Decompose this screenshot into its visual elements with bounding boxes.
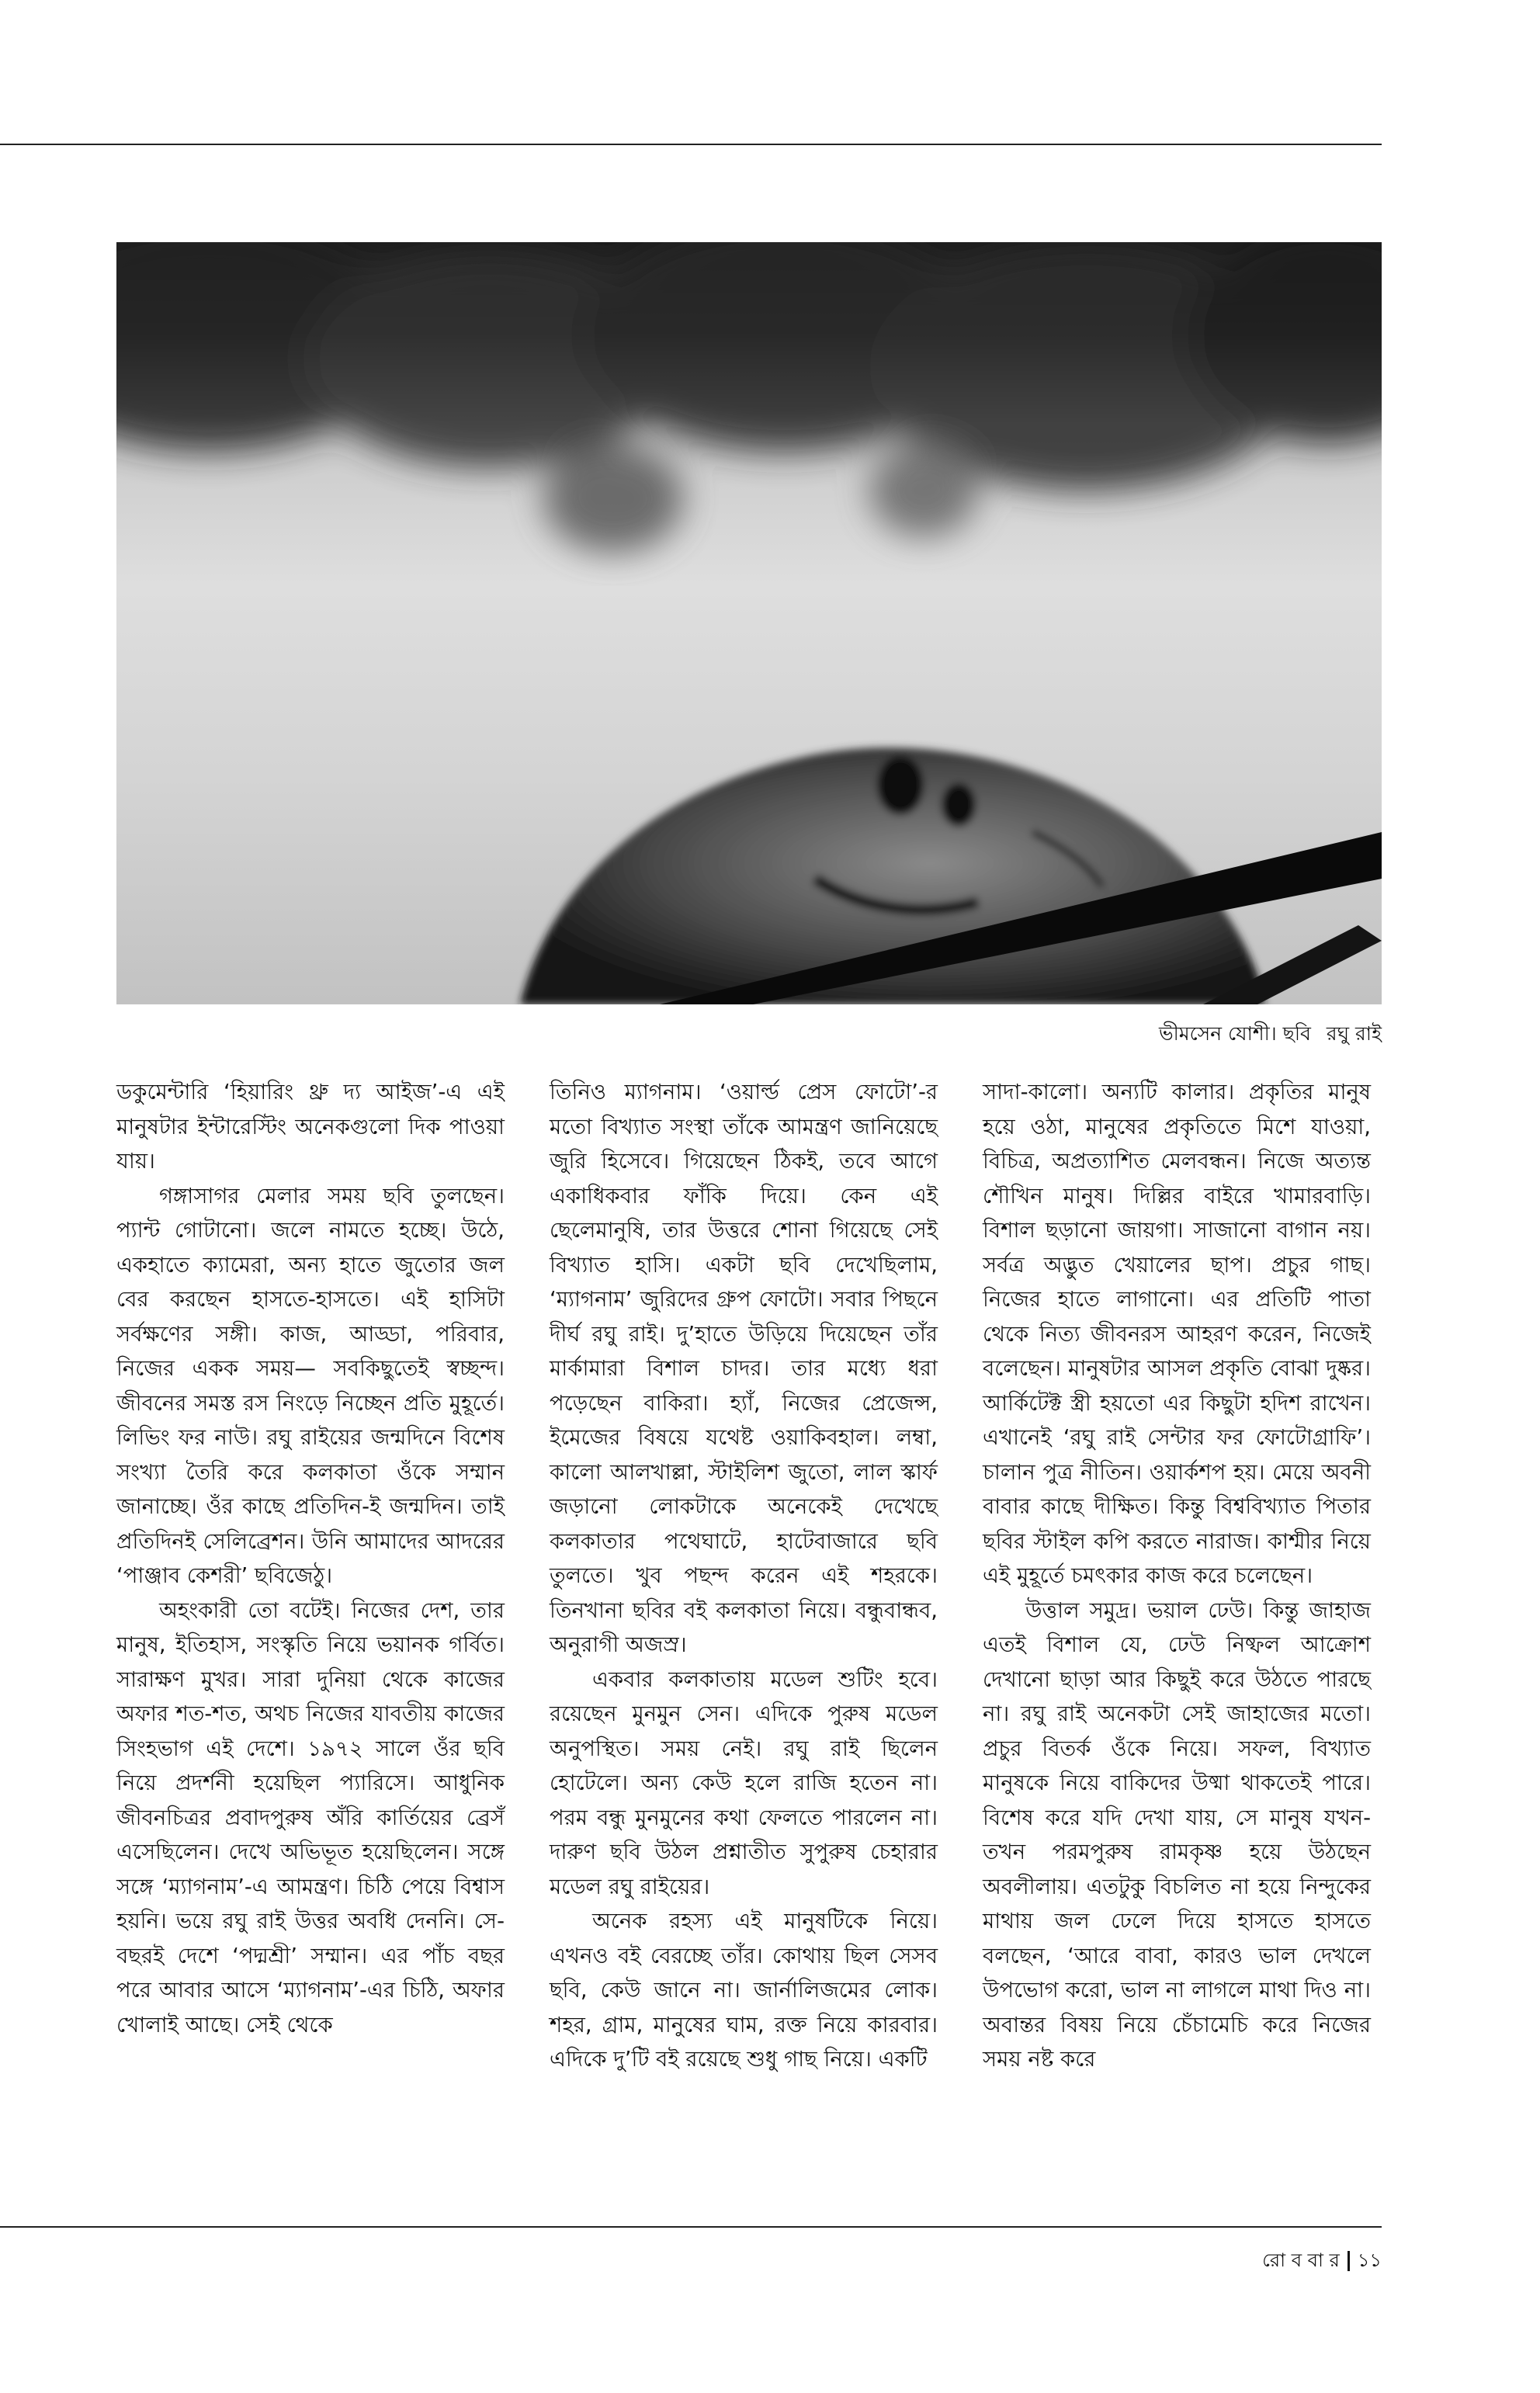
caption-subject: ভীমসেন যোশী।: [1158, 1022, 1277, 1045]
bottom-rule: [0, 2226, 1382, 2228]
paragraph: অহংকারী তো বটেই। নিজের দেশ, তার মানুষ, ইতিহাস, সংস্কৃতি নিয়ে ভয়ানক গর্বিত। সারাক্ষণ মুখর। সারা দুনিয়া থেকে কাজের অফার শত-শত, অথচ নিজের যাবতীয় কাজের সিংহভাগ এই দেশে। ১৯৭২ সালে ওঁর ছবি নিয়ে প্রদর্শনী হয়েছিল প্যারিসে। আধুনিক জীবনচিত্রর প্রবাদপুরুষ অঁরি কার্তিয়ের ব্রেসঁ এসেছিলেন। দেখে অভিভূত হয়েছিলেন। সঙ্গে সঙ্গে ‘ম্যাগনাম’-এ আমন্ত্রণ। চিঠি পেয়ে বিশ্বাস হয়নি। ভয়ে রঘু রাই উত্তর অবধি দেননি। সে-বছরই দেশে ‘পদ্মশ্রী’ সম্মান। এর পাঁচ বছর পরে আবার আসে ‘ম্যাগনাম’-এর চিঠি, অফার খোলাই আছে। সেই থেকে: [116, 1597, 505, 2038]
article-column-3: [983, 1075, 1371, 2077]
bhimsen-joshi-photo: [116, 242, 1382, 1004]
paragraph: উত্তাল সমুদ্র। ভয়াল ঢেউ। কিন্তু জাহাজ এতই বিশাল যে, ঢেউ নিষ্ফল আক্রোশ দেখানো ছাড়া আর কিছুই করে উঠতে পারছে না। রঘু রাই অনেকটা সেই জাহাজের মতো। প্রচুর বিতর্ক ওঁকে নিয়ে। সফল, বিখ্যাত মানুষকে নিয়ে বাকিদের উষ্মা থাকতেই পারে। বিশেষ করে যদি দেখা যায়, সে মানুষ যখন-তখন পরমপুরুষ রামকৃষ্ণ হয়ে উঠছেন অবলীলায়। এতটুকু বিচলিত না হয়ে নিন্দুকের মাথায় জল ঢেলে দিয়ে হাসতে হাসতে বলছেন, ‘আরে বাবা, কারও ভাল দেখলে উপভোগ করো, ভাল না লাগলে মাথা দিও না। অবান্তর বিষয় নিয়ে চেঁচামেচি করে নিজের সময় নষ্ট করে: [983, 1597, 1371, 2072]
caption-credit-name: রঘু রাই: [1326, 1022, 1382, 1045]
paragraph: সাদা-কালো। অন্যটি কালার। প্রকৃতির মানুষ হয়ে ওঠা, মানুষের প্রকৃতিতে মিশে যাওয়া, বিচিত্র, অপ্রত্যাশিত মেলবন্ধন। নিজে অত্যন্ত শৌখিন মানুষ। দিল্লির বাইরে খামারবাড়ি। বিশাল ছড়ানো জায়গা। সাজানো বাগান নয়। সর্বত্র অদ্ভুত খেয়ালের ছাপ। প্রচুর গাছ। নিজের হাতে লাগানো। এর প্রতিটি পাতা থেকে নিত্য জীবনরস আহরণ করেন, নিজেই বলেছেন। মানুষটার আসল প্রকৃতি বোঝা দুষ্কর। আর্কিটেক্ট স্ত্রী হয়তো এর কিছুটা হদিশ রাখেন। এখানেই ‘রঘু রাই সেন্টার ফর ফোটোগ্রাফি’। চালান পুত্র নীতিন। ওয়ার্কশপ হয়। মেয়ে অবনী বাবার কাছে দীক্ষিত। কিন্তু বিশ্ববিখ্যাত পিতার ছবির স্টাইল কপি করতে নারাজ। কাশ্মীর নিয়ে এই মুহূর্তে চমৎকার কাজ করে চলেছেন।: [983, 1080, 1371, 1588]
page-number: ১১: [1357, 2249, 1382, 2271]
article-column-1: [116, 1075, 505, 2042]
footer-divider: [1348, 2251, 1350, 2271]
paragraph: তিনিও ম্যাগনাম। ‘ওয়ার্ল্ড প্রেস ফোটো’-র মতো বিখ্যাত সংস্থা তাঁকে আমন্ত্রণ জানিয়েছে জুরি হিসেবে। গিয়েছেন ঠিকই, তবে আগে একাধিকবার ফাঁকি দিয়ে। কেন এই ছেলেমানুষি, তার উত্তরে শোনা গিয়েছে সেই বিখ্যাত হাসি। একটা ছবি দেখেছিলাম, ‘ম্যাগনাম’ জুরিদের গ্রুপ ফোটো। সবার পিছনে দীর্ঘ রঘু রাই। দু’হাতে উড়িয়ে দিয়েছেন তাঁর মার্কামারা বিশাল চাদর। তার মধ্যে ধরা পড়েছেন বাকিরা। হ্যাঁ, নিজের প্রেজেন্স, ইমেজের বিষয়ে যথেষ্ট ওয়াকিবহাল। লম্বা, কালো আলখাল্লা, স্টাইলিশ জুতো, লাল স্কার্ফ জড়ানো লোকটাকে অনেকেই দেখেছে কলকাতার পথেঘাটে, হাটেবাজারে ছবি তুলতে। খুব পছন্দ করেন এই শহরকে। তিনখানা ছবির বই কলকাতা নিয়ে। বন্ধুবান্ধব, অনুরাগী অজস্র।: [550, 1080, 938, 1657]
top-rule: [0, 144, 1382, 145]
paragraph: গঙ্গাসাগর মেলার সময় ছবি তুলছেন। প্যান্ট গোটানো। জলে নামতে হচ্ছে। উঠে, একহাতে ক্যামেরা, অন্য হাতে জুতোর জল বের করছেন হাসতে-হাসতে। এই হাসিটা সর্বক্ষণের সঙ্গী। কাজ, আড্ডা, পরিবার, নিজের একক সময়— সবকিছুতেই স্বচ্ছন্দ। জীবনের সমস্ত রস নিংড়ে নিচ্ছেন প্রতি মুহূর্তে। লিভিং ফর নাউ। রঘু রাইয়ের জন্মদিনে বিশেষ সংখ্যা তৈরি করে কলকাতা ওঁকে সম্মান জানাচ্ছে। ওঁর কাছে প্রতিদিন-ই জন্মদিন। তাই প্রতিদিনই সেলিব্রেশন। উনি আমাদের আদরের ‘পাঞ্জাব কেশরী’ ছবিজেঠু।: [116, 1183, 505, 1588]
article-column-2: [550, 1075, 938, 2077]
photo-illustration: [116, 242, 1382, 1004]
paragraph: একবার কলকাতায় মডেল শুটিং হবে। রয়েছেন মুনমুন সেন। এদিকে পুরুষ মডেল অনুপস্থিত। সময় নেই। রঘু রাই ছিলেন হোটেলে। অন্য কেউ হলে রাজি হতেন না। পরম বন্ধু মুনমুনের কথা ফেলতে পারলেন না। দারুণ ছবি উঠল প্রশ্নাতীত সুপুরুষ চেহারার মডেল রঘু রাইয়ের।: [550, 1666, 938, 1899]
caption-credit-label: ছবি: [1282, 1022, 1311, 1045]
page-footer: [1262, 2245, 1382, 2276]
paragraph: অনেক রহস্য এই মানুষটিকে নিয়ে। এখনও বই বেরচ্ছে তাঁর। কোথায় ছিল সেসব ছবি, কেউ জানে না। জার্নালিজমের লোক। শহর, গ্রাম, মানুষের ঘাম, রক্ত নিয়ে কারবার। এদিকে দু’টি বই রয়েছে শুধু গাছ নিয়ে। একটি: [550, 1909, 938, 2072]
photo-caption: [1159, 1018, 1382, 1049]
magazine-name: রো ব বা র: [1262, 2249, 1340, 2271]
paragraph: ডকুমেন্টারি ‘হিয়ারিং থ্রু দ্য আইজ’-এ এই মানুষটার ইন্টারেস্টিং অনেকগুলো দিক পাওয়া যায়।: [116, 1080, 505, 1174]
